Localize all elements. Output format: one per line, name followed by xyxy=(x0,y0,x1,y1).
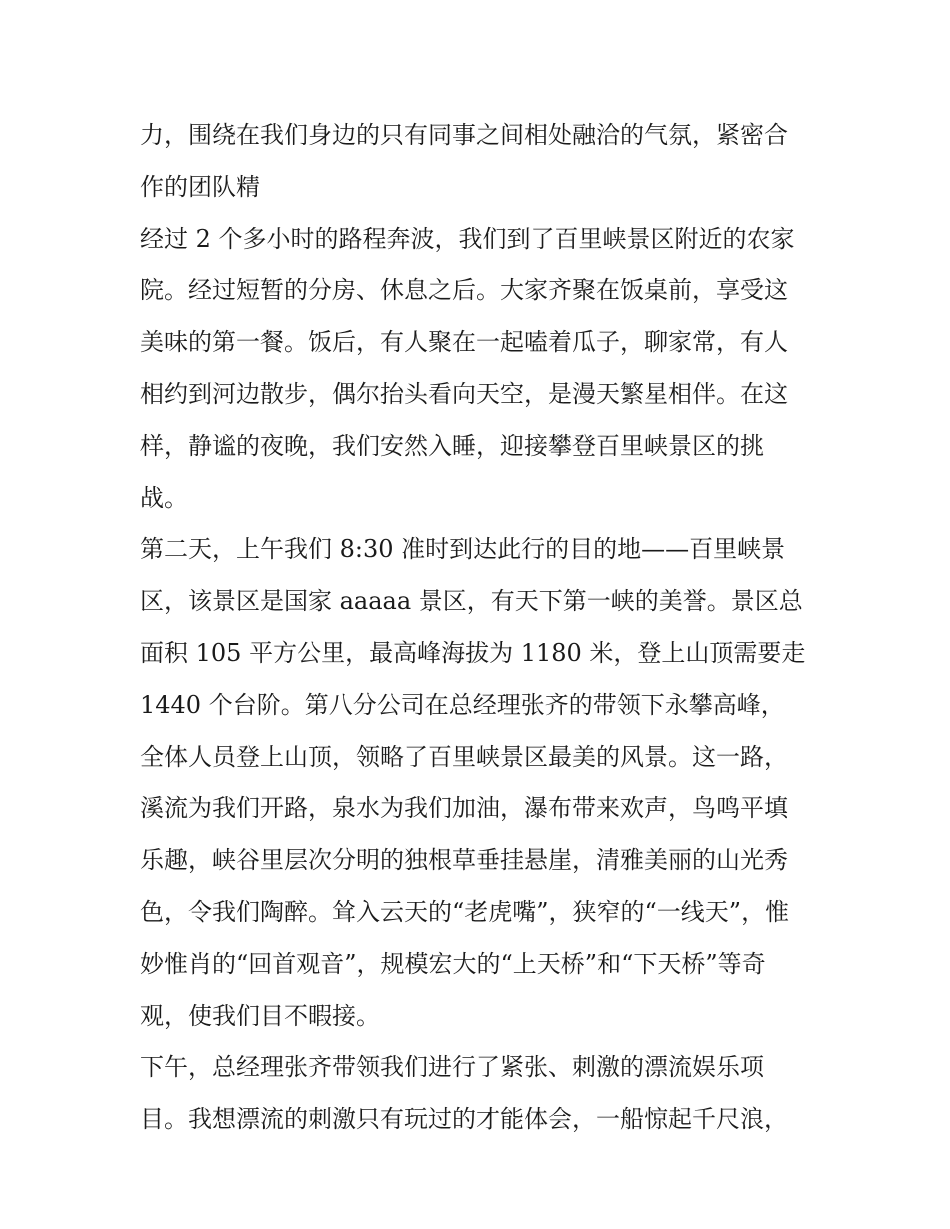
body-text xyxy=(140,110,820,1146)
text-line: 色，令我们陶醉。耸入云天的“老虎嘴”，狭窄的“一线天”，惟 xyxy=(140,897,790,926)
text-line: 目。我想漂流的刺激只有玩过的才能体会，一船惊起千尺浪， xyxy=(140,1105,788,1134)
text-line: 妙惟肖的“回首观音”，规模宏大的“上天桥”和“下天桥”等奇 xyxy=(140,949,766,978)
text-line: 观，使我们目不暇接。 xyxy=(140,1001,380,1030)
paragraph-second-day xyxy=(140,524,820,1042)
text-line: 乐趣，峡谷里层次分明的独根草垂挂悬崖，清雅美丽的山光秀 xyxy=(140,846,788,875)
paragraph-team-spirit xyxy=(140,110,820,214)
text-line: 下午，总经理张齐带领我们进行了紧张、刺激的漂流娱乐项 xyxy=(140,1053,764,1082)
text-line: 力，围绕在我们身边的只有同事之间相处融洽的气氛，紧密合 xyxy=(140,121,788,149)
text-line: 院。经过短暂的分房、休息之后。大家齐聚在饭桌前，享受这 xyxy=(140,276,788,305)
text-line: 作的团队精 xyxy=(140,172,260,201)
text-line: 相约到河边散步，偶尔抬头看向天空，是漫天繁星相伴。在这 xyxy=(140,379,788,408)
text-line: 经过 2 个多小时的路程奔波，我们到了百里峡景区附近的农家 xyxy=(140,224,795,253)
text-line: 样，静谧的夜晚，我们安然入睡，迎接攀登百里峡景区的挑 xyxy=(140,431,764,460)
text-line: 美味的第一餐。饭后，有人聚在一起嗑着瓜子，聊家常，有人 xyxy=(140,328,788,357)
paragraph-afternoon-rafting xyxy=(140,1042,820,1146)
paragraph-farmhouse xyxy=(140,214,820,525)
text-line: 战。 xyxy=(140,483,188,512)
text-line: 溪流为我们开路，泉水为我们加油，瀑布带来欢声，鸟鸣平填 xyxy=(140,794,788,823)
text-line: 全体人员登上山顶，领略了百里峡景区最美的风景。这一路， xyxy=(140,742,788,771)
text-line: 1440 个台阶。第八分公司在总经理张齐的带领下永攀高峰， xyxy=(140,690,785,719)
text-line: 第二天，上午我们 8:30 准时到达此行的目的地——百里峡景 xyxy=(140,535,786,564)
text-line: 面积 105 平方公里，最高峰海拔为 1180 米，登上山顶需要走 xyxy=(140,638,806,667)
text-line: 区，该景区是国家 aaaaa 景区，有天下第一峡的美誉。景区总 xyxy=(140,587,803,616)
